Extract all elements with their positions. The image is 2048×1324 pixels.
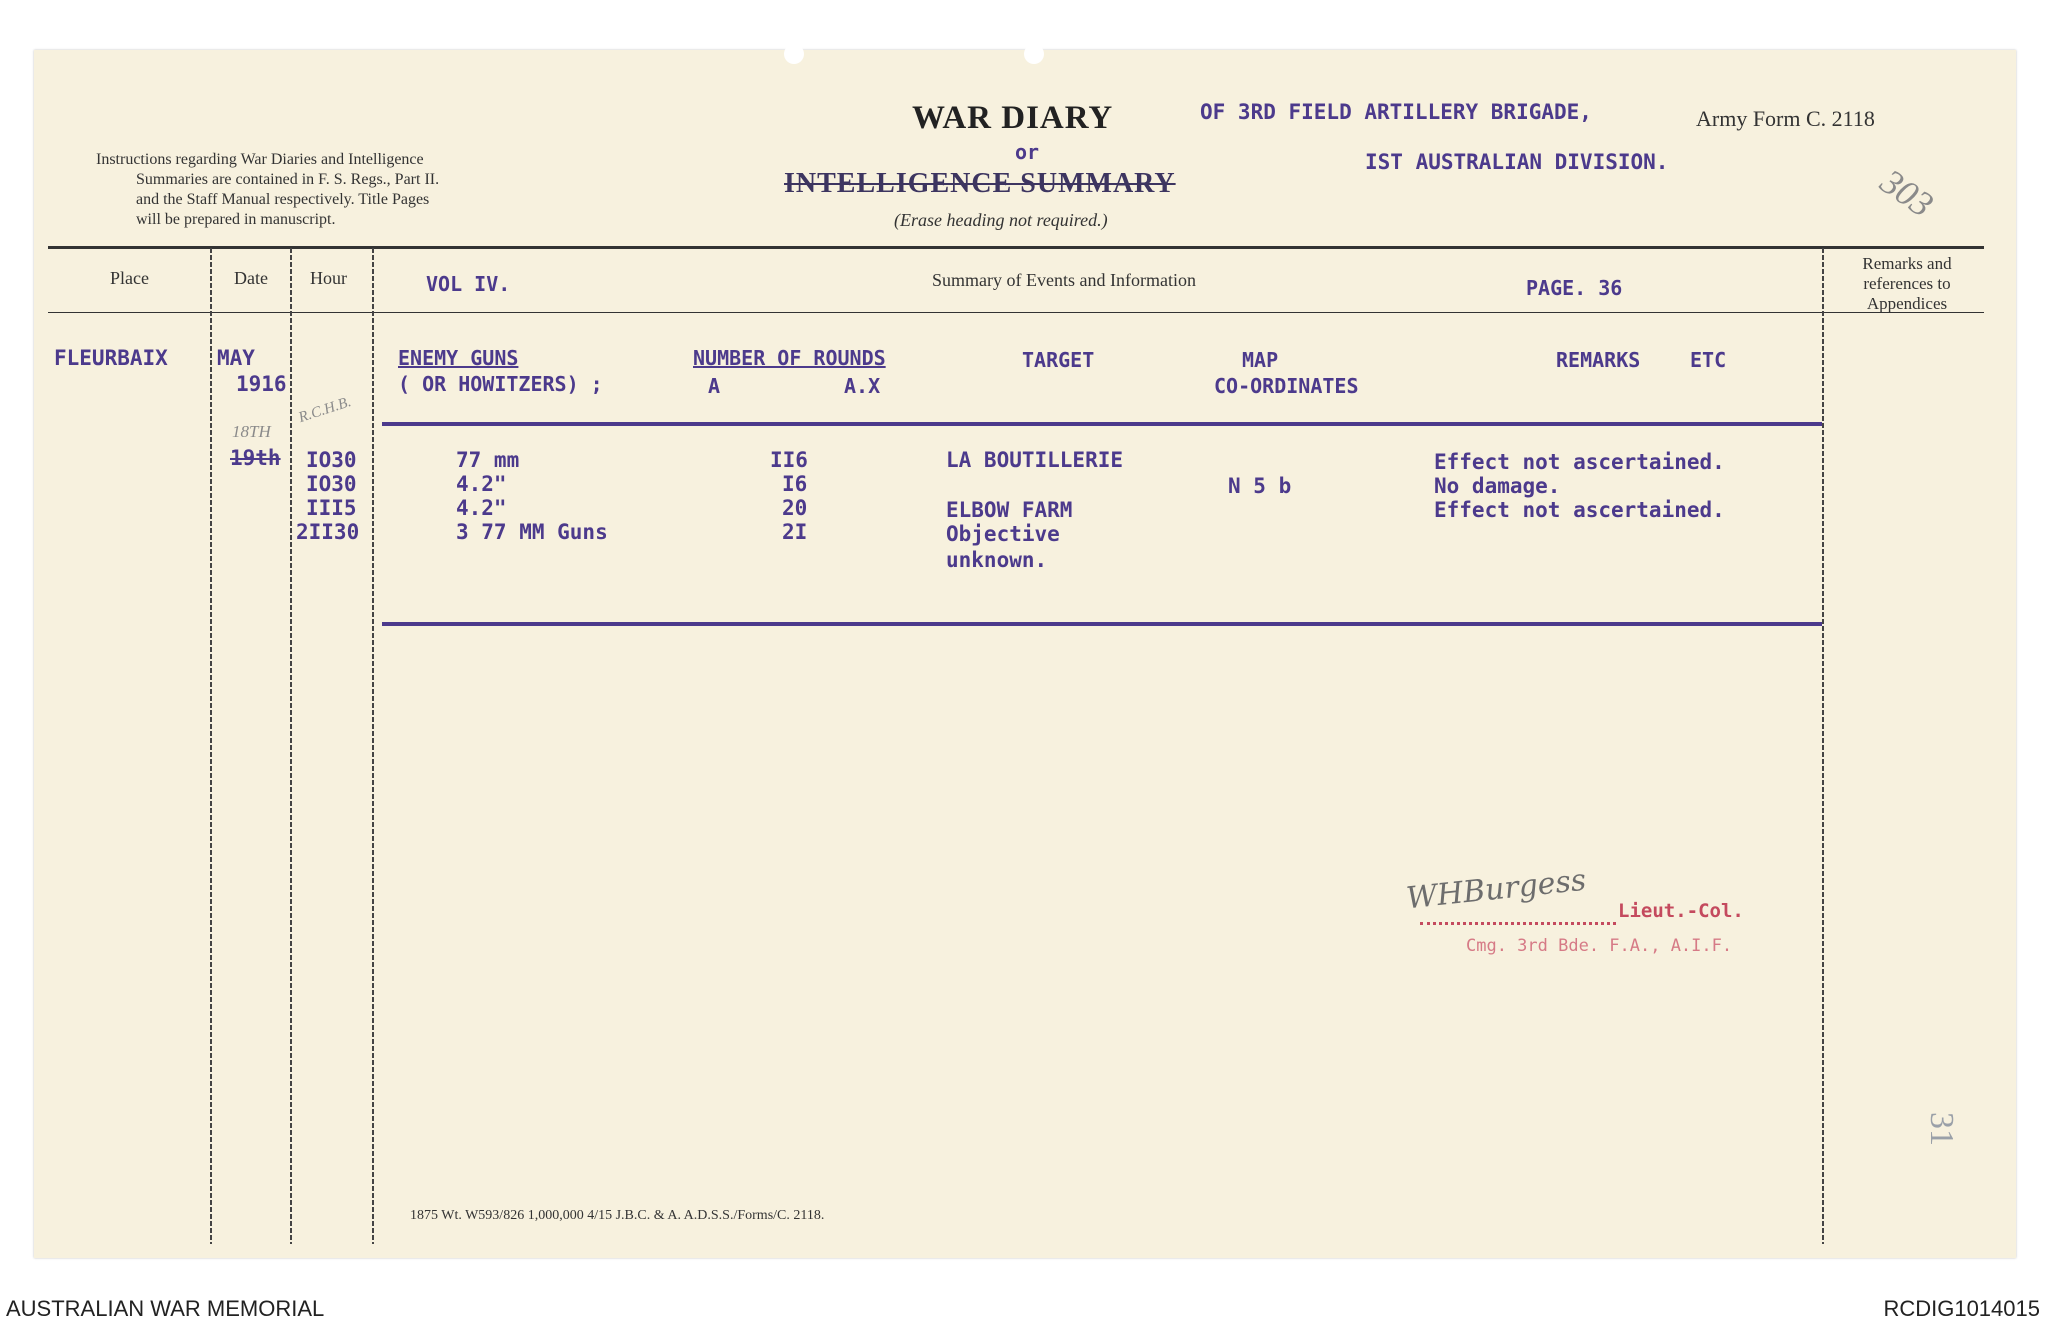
remarks-header-line: references to — [1863, 274, 1951, 293]
remarks-header-line: Remarks and — [1862, 254, 1952, 273]
row-rounds: II6 — [770, 448, 808, 472]
subtitle-erased: INTELLIGENCE SUMMARY — [784, 168, 1176, 199]
row-target: LA BOUTILLERIE — [946, 448, 1124, 472]
column-header-hour: Hour — [310, 268, 347, 288]
row-target: Objective — [946, 522, 1060, 546]
punch-hole — [784, 44, 804, 64]
rank-stamp: Lieut.-Col. — [1618, 900, 1744, 922]
row-hour: 2II30 — [296, 520, 360, 544]
instructions-line: Instructions regarding War Diaries and Intelligence — [96, 151, 424, 168]
header-map: MAP — [1242, 348, 1279, 372]
remarks-header-line: Appendices — [1866, 294, 1948, 313]
row-gun: 4.2" — [456, 472, 507, 496]
column-header-place: Place — [110, 268, 149, 288]
erase-note: (Erase heading not required.) — [894, 210, 1108, 230]
volume-label: VOL IV. — [426, 272, 511, 296]
signature: WHBurgess — [1404, 862, 1588, 917]
row-rounds: I6 — [782, 472, 808, 496]
column-header-summary: Summary of Events and Information — [932, 270, 1196, 290]
page-title: WAR DIARY — [912, 100, 1114, 136]
row-gun: 77 mm — [456, 448, 520, 472]
row-gun: 4.2" — [456, 496, 507, 520]
command-stamp: Cmg. 3rd Bde. F.A., A.I.F. — [1466, 936, 1733, 956]
header-or-howitzers: ( OR HOWITZERS) ; — [398, 372, 603, 396]
header-target: TARGET — [1022, 348, 1095, 372]
row-hour: III5 — [306, 496, 357, 520]
entry-month: MAY — [217, 346, 255, 370]
row-rounds: 20 — [782, 496, 808, 520]
header-etc: ETC — [1690, 348, 1727, 372]
header-enemy-guns: ENEMY GUNS — [398, 346, 519, 370]
punch-hole — [1024, 44, 1044, 64]
entry-day-pencil: 18TH — [232, 422, 271, 441]
instructions-line: and the Staff Manual respectively. Title Pages — [136, 191, 430, 208]
column-divider-date — [290, 248, 292, 1244]
division-name: IST AUSTRALIAN DIVISION. — [1365, 150, 1669, 174]
signature-dotted-line — [1420, 922, 1616, 925]
instructions-line: will be prepared in manuscript. — [136, 211, 336, 228]
header-rounds-a: A — [708, 374, 721, 398]
header-coordinates: CO-ORDINATES — [1214, 374, 1359, 398]
row-map: N 5 b — [1228, 474, 1292, 498]
unit-name: OF 3RD FIELD ARTILLERY BRIGADE, — [1200, 100, 1592, 124]
row-remark: No damage. — [1434, 474, 1561, 498]
row-remark: Effect not ascertained. — [1434, 450, 1725, 474]
row-remark: Effect not ascertained. — [1434, 498, 1725, 522]
footer-source: AUSTRALIAN WAR MEMORIAL — [6, 1296, 325, 1321]
entry-year: 1916 — [236, 372, 287, 396]
margin-number: 31 — [1923, 1112, 1960, 1146]
row-hour: IO30 — [306, 472, 357, 496]
page-number: PAGE. 36 — [1526, 276, 1623, 300]
row-target-continued: unknown. — [946, 548, 1048, 572]
army-form-label: Army Form C. 2118 — [1696, 106, 1875, 131]
header-rounds-ax: A.X — [844, 374, 881, 398]
column-header-remarks — [1842, 254, 1972, 314]
entry-place: FLEURBAIX — [54, 346, 168, 370]
entry-bottom-rule — [382, 622, 1822, 626]
column-divider-hour — [372, 248, 374, 1244]
header-bottom-rule — [48, 312, 1984, 313]
column-divider-place — [210, 248, 212, 1244]
instructions-text — [96, 150, 439, 230]
column-header-date: Date — [234, 268, 268, 288]
form-print-line: 1875 Wt. W593/826 1,000,000 4/15 J.B.C. & A. A.D.S.S./Forms/C. 2118. — [410, 1208, 825, 1223]
folio-number: 303 — [1873, 161, 1941, 225]
pencil-initials: R.C.H.B. — [296, 394, 354, 427]
entry-day-struck: 19th — [230, 446, 281, 470]
row-rounds: 2I — [782, 520, 808, 544]
header-number-of-rounds: NUMBER OF ROUNDS — [693, 346, 886, 370]
column-divider-remarks — [1822, 248, 1824, 1244]
header-top-rule — [48, 246, 1984, 249]
header-remarks: REMARKS — [1556, 348, 1641, 372]
row-target: ELBOW FARM — [946, 498, 1073, 522]
row-hour: IO30 — [306, 448, 357, 472]
row-gun: 3 77 MM Guns — [456, 520, 608, 544]
footer-id: RCDIG1014015 — [1883, 1296, 2040, 1321]
instructions-line: Summaries are contained in F. S. Regs., Part II. — [136, 171, 440, 188]
entry-top-rule — [382, 422, 1822, 426]
diary-sheet — [34, 50, 2016, 1258]
or-mark: or — [1015, 140, 1040, 164]
